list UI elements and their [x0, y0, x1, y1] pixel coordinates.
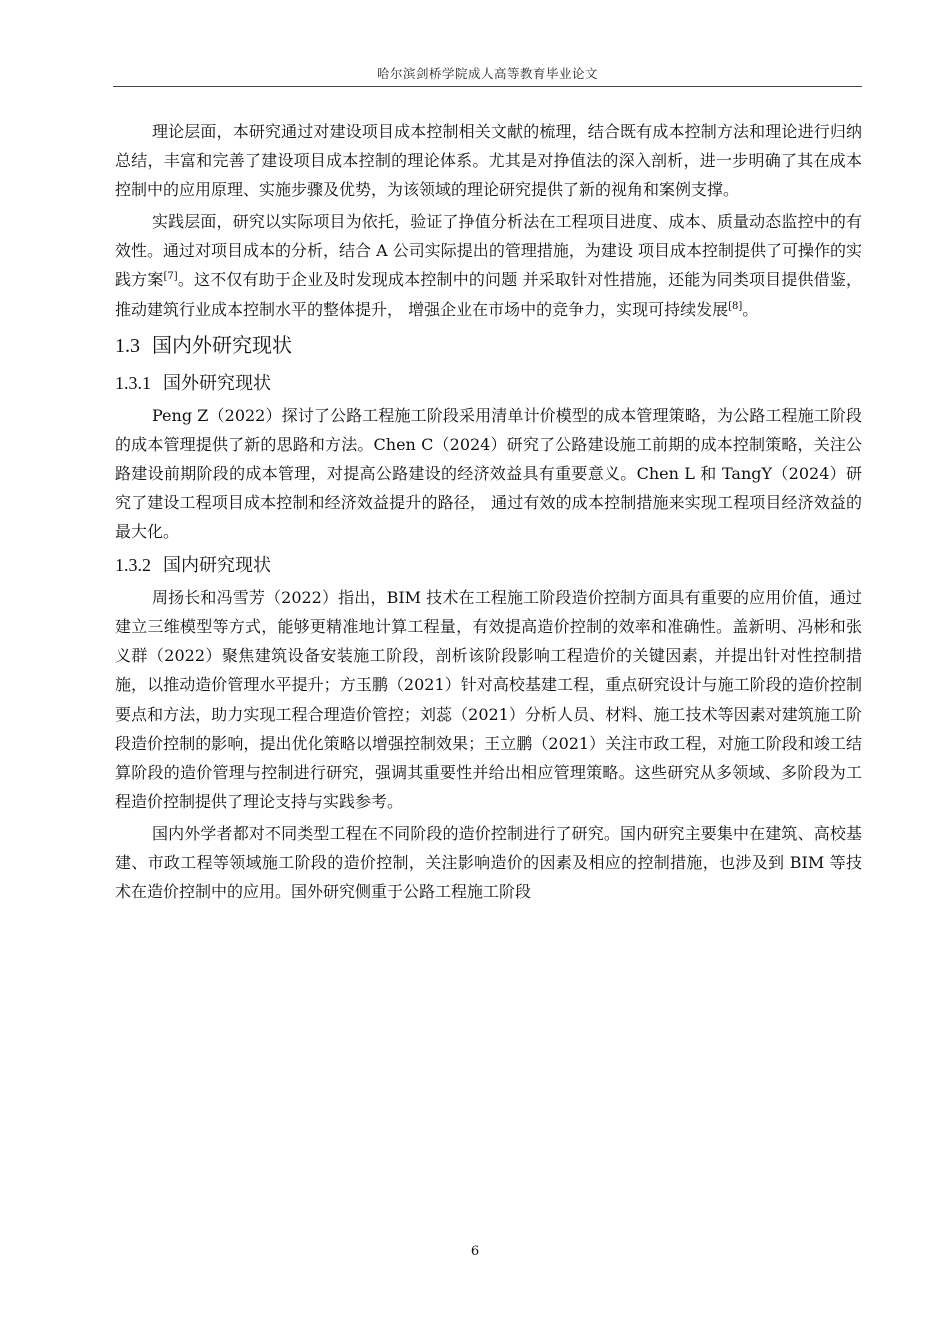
paragraph-foreign-research: Peng Z（2022）探讨了公路工程施工阶段采用清单计价模型的成本管理策略，为公路工程施工阶段的成本管理提供了新的思路和方法。Chen C（2024）研究了公路建设施工前期的成本控制策略，关注公路建设前期阶段的成本管理，对提高公路建设的经济效益具有重要意义。Chen L 和 TangY（2024）研究了建设工程项目成本控制和经济效益提升的路径， 通过有效的成本控制措施来实现工程项目经济效益的最大化。: [115, 405, 862, 542]
section-heading-1-3-2: [115, 548, 862, 583]
section-title: 国内外研究现状: [152, 332, 292, 357]
paragraph-practice: [115, 207, 862, 323]
section-heading-1-3: [115, 327, 862, 364]
section-title: 国内研究现状: [163, 555, 271, 577]
paragraph-practice-text-3: 。: [742, 299, 759, 319]
citation-7: [7]: [163, 271, 178, 283]
paragraph-theory: 理论层面，本研究通过对建设项目成本控制相关文献的梳理，结合既有成本控制方法和理论进行归纳总结，丰富和完善了建设项目成本控制的理论体系。尤其是对挣值法的深入剖析，进一步明确了其在成本控制中的应用原理、实施步骤及优势，为该领域的理论研究提供了新的视角和案例支撑。: [115, 122, 862, 200]
header-rule: [113, 86, 862, 87]
paragraph-practice-text-1: 实践层面，研究以实际项目为依托，验证了挣值分析法在工程项目进度、成本、质量动态监控中的有效性。通过对项目成本的分析，结合 A 公司实际提出的管理措施，为建设 项目成本控制提供了可操作的实践方案: [115, 212, 862, 290]
section-number: 1.3.2: [115, 555, 151, 576]
paragraph-practice-text-2: 。这不仅有助于企业及时发现成本控制中的问题 并采取针对性措施，还能为同类项目提供借鉴，推动建筑行业成本控制水平的整体提升， 增强企业在市场中的竞争力，实现可持续发展: [115, 270, 862, 319]
page-body: [115, 117, 862, 906]
section-title: 国外研究现状: [163, 372, 271, 394]
section-heading-1-3-1: [115, 366, 862, 401]
section-number: 1.3.1: [115, 372, 151, 393]
citation-8: [8]: [728, 300, 743, 312]
page-number: 6: [470, 1244, 480, 1259]
section-number: 1.3: [115, 334, 140, 357]
paragraph-domestic-research: 周扬长和冯雪芳（2022）指出，BIM 技术在工程施工阶段造价控制方面具有重要的应用价值，通过建立三维模型等方式，能够更精准地计算工程量，有效提高造价控制的效率和准确性。盖新明、冯彬和张义群（2022）聚焦建筑设备安装施工阶段，剖析该阶段影响工程造价的关键因素，并提出针对性控制措施，以推动造价管理水平提升；方玉鹏（2021）针对高校基建工程，重点研究设计与施工阶段的造价控制要点和方法，助力实现工程合理造价管控；刘蕊（2021）分析人员、材料、施工技术等因素对建筑施工阶段造价控制的影响，提出优化策略以增强控制效果；王立鹏（2021）关注市政工程，对施工阶段和竣工结算阶段的造价管理与控制进行研究，强调其重要性并给出相应管理策略。这些研究从多领域、多阶段为工程造价控制提供了理论支持与实践参考。: [115, 588, 862, 811]
running-header: 哈尔滨剑桥学院成人高等教育毕业论文: [376, 66, 598, 81]
paragraph-summary: 国内外学者都对不同类型工程在不同阶段的造价控制进行了研究。国内研究主要集中在建筑、高校基建、市政工程等领域施工阶段的造价控制，关注影响造价的因素及相应的控制措施，也涉及到 BIM 等技术在造价控制中的应用。国外研究侧重于公路工程施工阶段: [115, 823, 862, 902]
